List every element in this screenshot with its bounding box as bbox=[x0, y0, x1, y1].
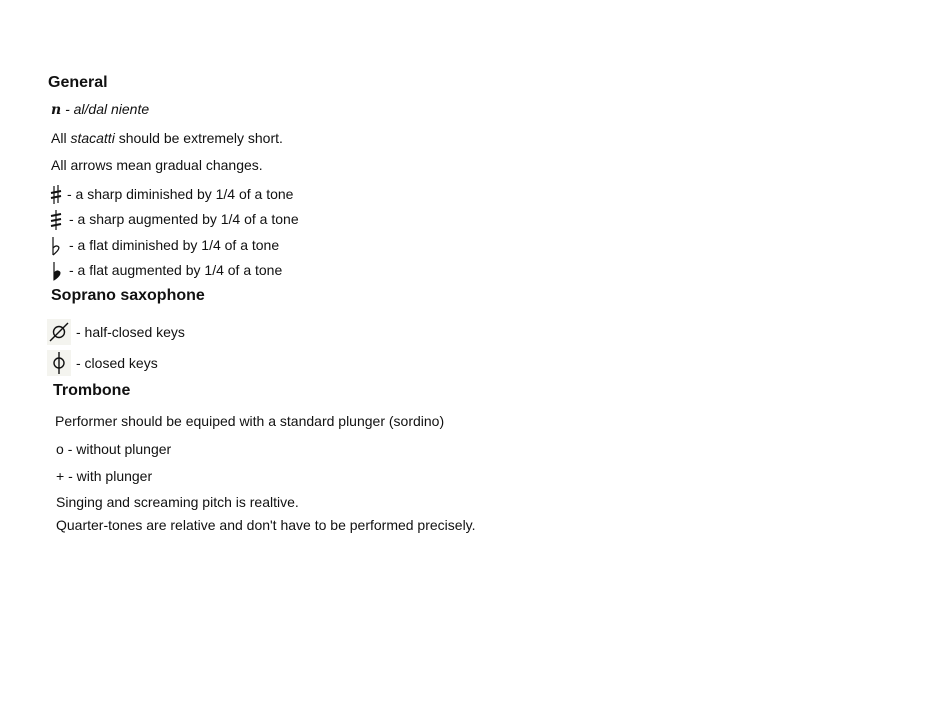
arrows-line: All arrows mean gradual changes. bbox=[51, 157, 263, 173]
without-plunger-line bbox=[56, 441, 171, 457]
soprano-heading: Soprano saxophone bbox=[51, 287, 205, 304]
quarter-sharp-diminished-icon bbox=[48, 185, 64, 205]
niente-line bbox=[51, 101, 149, 118]
stacatti-word: stacatti bbox=[70, 130, 115, 146]
quarter-flat-diminished-icon bbox=[48, 236, 64, 256]
accidental-text: - a sharp augmented by 1/4 of a tone bbox=[69, 211, 299, 227]
half-closed-keys-text: - half-closed keys bbox=[76, 324, 185, 340]
quarter-flat-augmented-icon bbox=[48, 261, 64, 281]
niente-symbol: n bbox=[51, 102, 62, 118]
half-closed-key-icon bbox=[47, 319, 71, 345]
with-plunger-text: - with plunger bbox=[68, 468, 153, 484]
accidental-text: - a flat augmented by 1/4 of a tone bbox=[69, 262, 283, 278]
plunger-text: Performer should be equiped with a standard plunger (sordino) bbox=[55, 413, 445, 429]
singing-text: Singing and screaming pitch is realtive. bbox=[56, 494, 299, 510]
stacatti-prefix: All bbox=[51, 130, 71, 146]
closed-key-icon bbox=[47, 350, 71, 376]
niente-text: - al/dal niente bbox=[65, 101, 150, 117]
stacatti-line bbox=[51, 130, 283, 146]
plus-icon: + bbox=[56, 468, 65, 484]
without-plunger-text: - without plunger bbox=[67, 441, 172, 457]
quarter-sharp-augmented-icon bbox=[48, 210, 64, 230]
quarter-tones-text: Quarter-tones are relative and don't have to be performed precisely. bbox=[56, 517, 476, 533]
open-circle-icon: o bbox=[56, 441, 64, 457]
closed-keys-text: - closed keys bbox=[76, 355, 158, 371]
general-heading: General bbox=[48, 74, 108, 91]
trombone-heading: Trombone bbox=[53, 382, 131, 399]
with-plunger-line bbox=[56, 468, 152, 484]
accidental-text: - a flat diminished by 1/4 of a tone bbox=[69, 237, 280, 253]
accidental-text: - a sharp diminished by 1/4 of a tone bbox=[67, 186, 294, 202]
stacatti-suffix: should be extremely short. bbox=[114, 130, 283, 146]
